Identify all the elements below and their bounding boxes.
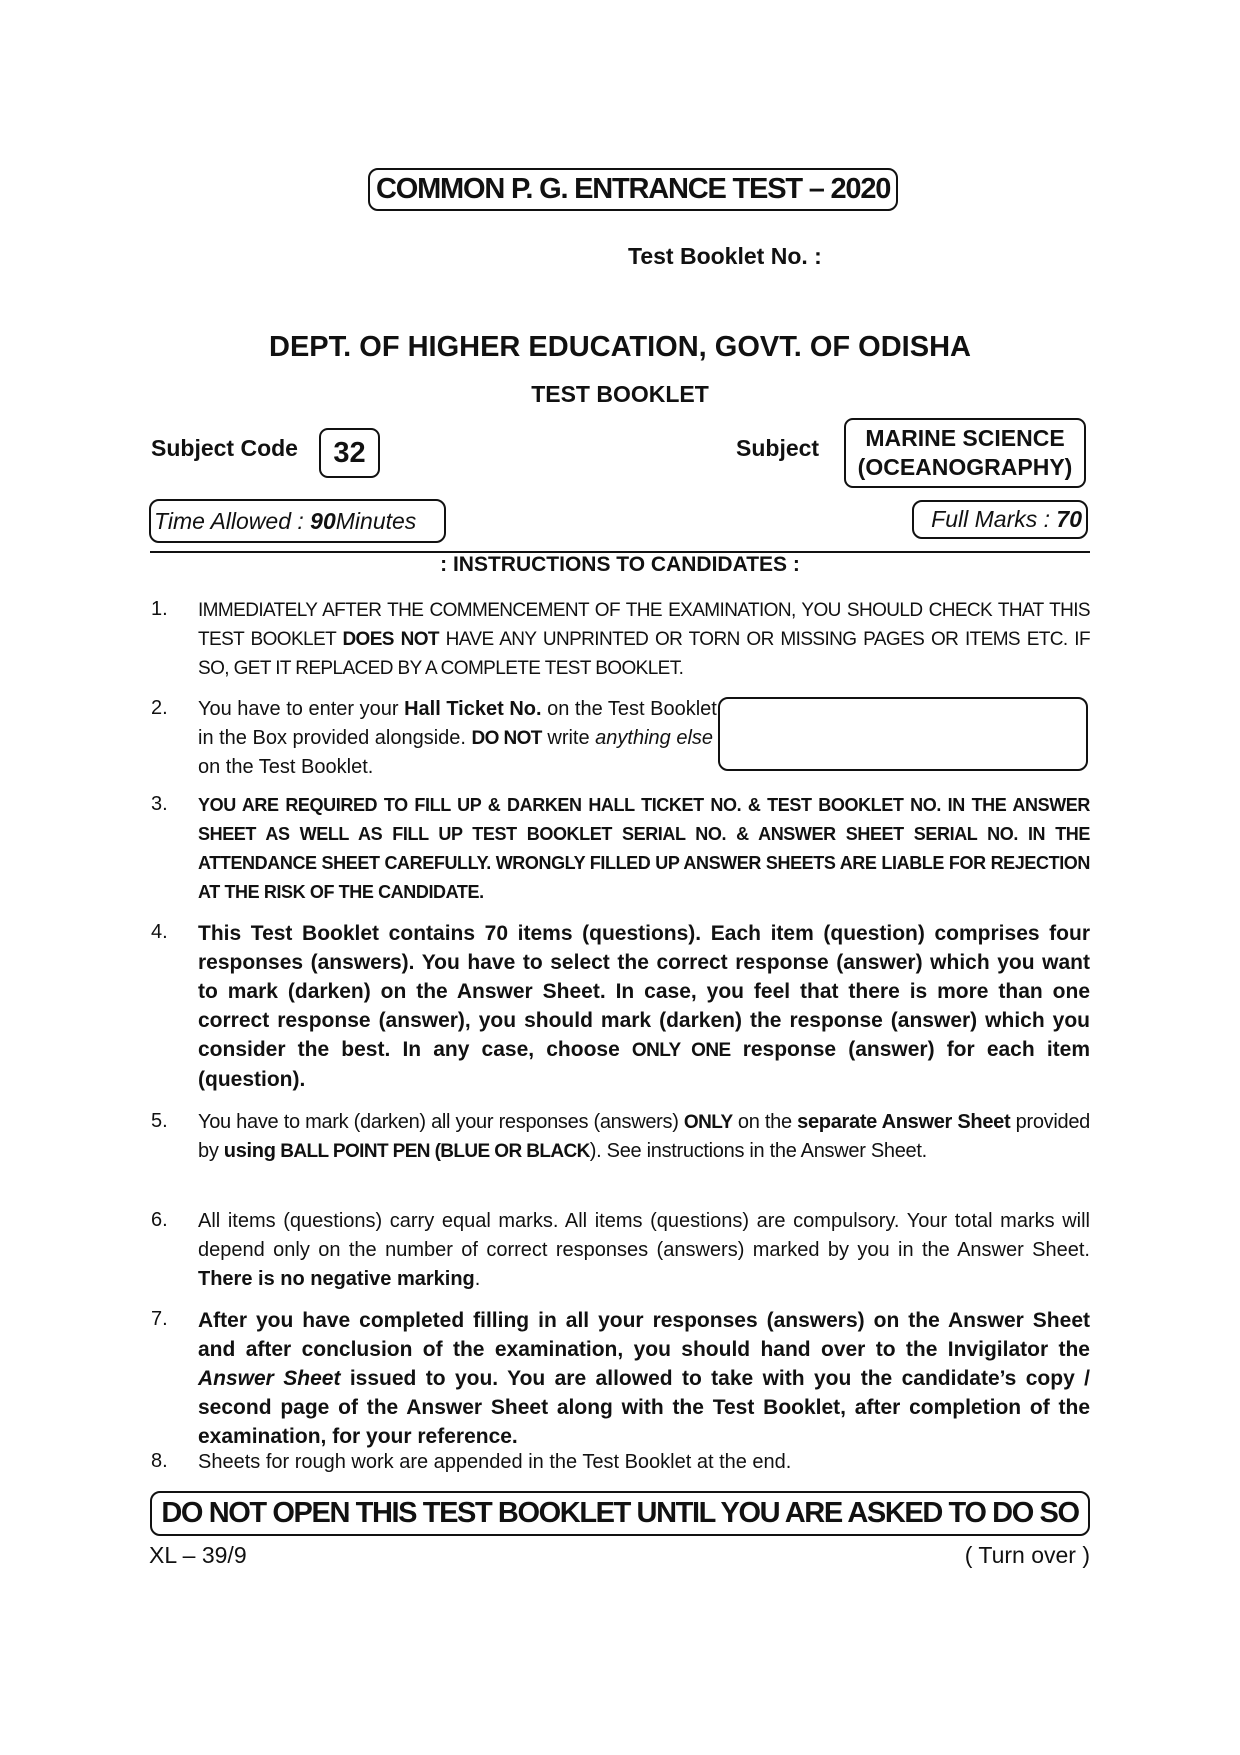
subject-name-line2: (OCEANOGRAPHY) (857, 454, 1073, 480)
instruction-number: 5. (151, 1110, 168, 1132)
instruction-2: You have to enter your Hall Ticket No. on the Test Booklet in the Box provided alongside. DO NOT write anything else on the Test Booklet. (198, 698, 717, 778)
instruction-number: 7. (151, 1308, 168, 1330)
hall-ticket-number-box[interactable] (718, 697, 1088, 771)
instruction-1: IMMEDIATELY AFTER THE COMMENCEMENT OF THE EXAMINATION, YOU SHOULD CHECK THAT THIS TEST BOOKLET DOES NOT HAVE ANY UNPRINTED OR TORN OR MISSING PAGES OR ITEMS ETC. IF SO, GET IT REPLACED BY A COMPLETE TEST BOOKLET. (198, 600, 1090, 679)
instruction-number: 6. (151, 1209, 168, 1231)
instruction-7: After you have completed filling in all your responses (answers) on the Answer Sheet and after conclusion of the examination, you should hand over to the Invigilator the Answer Sheet issued to you. You are allowed to take with you the candidate’s copy / second page of the Answer Sheet along with the Test Booklet, after completion of the examination, for your reference. (198, 1309, 1090, 1448)
time-allowed-value: 90 (310, 507, 336, 534)
instruction-5: You have to mark (darken) all your responses (answers) ONLY on the separate Answer Sheet provided by using BALL POINT PEN (BLUE OR BLACK). See instructions in the Answer Sheet. (198, 1111, 1090, 1162)
instruction-3: YOU ARE REQUIRED TO FILL UP & DARKEN HALL TICKET NO. & TEST BOOKLET NO. IN THE ANSWER SHEET AS WELL AS FILL UP TEST BOOKLET SERIAL NO. & ANSWER SHEET SERIAL NO. IN THE ATTENDANCE SHEET CAREFULLY. WRONGLY FILLED UP ANSWER SHEETS ARE LIABLE FOR REJECTION AT THE RISK OF THE CANDIDATE. (198, 795, 1090, 902)
test-booklet-number-label: Test Booklet No. : (628, 243, 822, 269)
subject-code-box (319, 428, 380, 478)
instruction-number: 8. (151, 1450, 168, 1472)
department-heading: DEPT. OF HIGHER EDUCATION, GOVT. OF ODISHA (269, 331, 971, 363)
warning-banner: DO NOT OPEN THIS TEST BOOKLET UNTIL YOU ARE ASKED TO DO SO (150, 1491, 1090, 1536)
full-marks-box: Full Marks : 70 (912, 500, 1088, 539)
instruction-6: All items (questions) carry equal marks. All items (questions) are compulsory. Your total marks will depend only on the number of correct responses (answers) marked by you in the Answer Sheet. There is no negative marking. (198, 1210, 1090, 1290)
instruction-8: Sheets for rough work are appended in the Test Booklet at the end. (198, 1451, 792, 1473)
page-title: COMMON P. G. ENTRANCE TEST – 2020 (368, 168, 898, 211)
subject-code-value: 32 (333, 436, 366, 469)
subject-code-label: Subject Code (151, 435, 298, 461)
instructions-heading: : INSTRUCTIONS TO CANDIDATES : (440, 553, 800, 576)
subject-name-line1: MARINE SCIENCE (865, 425, 1065, 451)
instruction-number: 3. (151, 793, 168, 815)
subject-name-box (844, 418, 1086, 488)
instruction-number: 2. (151, 697, 168, 719)
instruction-number: 1. (151, 598, 168, 620)
full-marks-value: 70 (1056, 506, 1082, 532)
test-booklet-heading: TEST BOOKLET (531, 381, 709, 407)
time-allowed-box: Time Allowed : 90 Minutes (149, 499, 446, 543)
instruction-4: This Test Booklet contains 70 items (questions). Each item (question) comprises four responses (answers). You have to select the correct response (answer) which you want to mark (darken) on the Answer Sheet. In case, you feel that there is more than one correct response (answer), you should mark (darken) the response (answer) which you consider the best. In any case, choose ONLY ONE response (answer) for each item (question). (198, 922, 1090, 1091)
instruction-number: 4. (151, 921, 168, 943)
booklet-code: XL – 39/9 (149, 1542, 247, 1568)
subject-label: Subject (736, 435, 820, 461)
turn-over-label: ( Turn over ) (964, 1542, 1090, 1568)
